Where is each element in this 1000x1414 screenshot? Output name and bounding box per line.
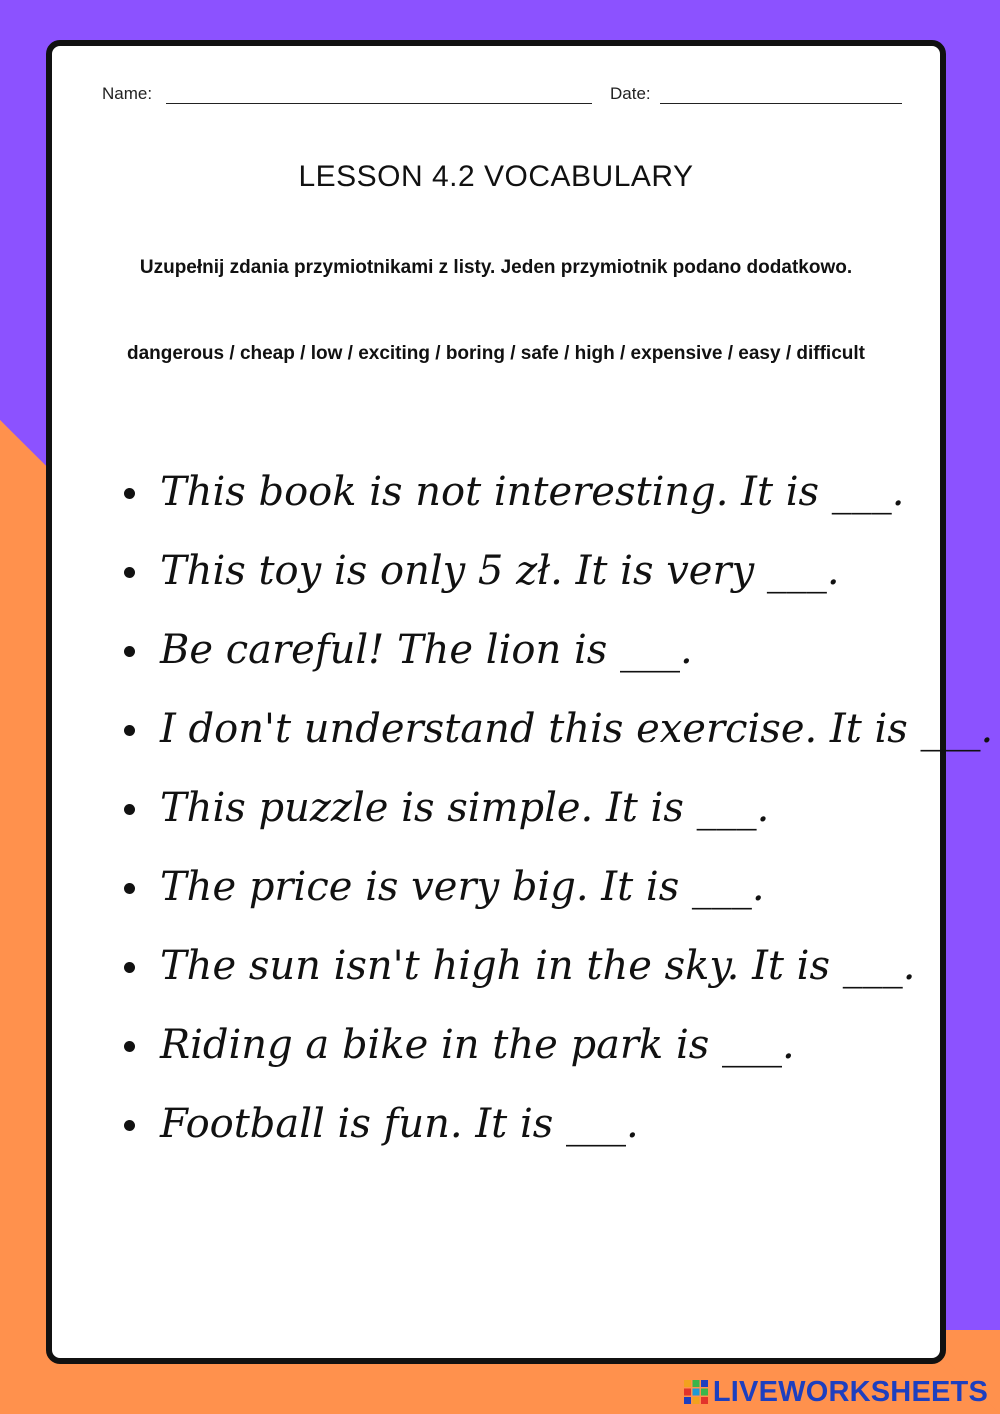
bullet-icon: [124, 567, 135, 578]
name-field[interactable]: [166, 103, 592, 104]
bullet-icon: [124, 646, 135, 657]
sentence-text: This toy is only 5 zł. It is very ___.: [160, 548, 840, 594]
sentence-item: [112, 1006, 932, 1085]
sentence-text: This book is not interesting. It is ___.: [160, 469, 905, 515]
bullet-icon: [124, 962, 135, 973]
sentence-item: [112, 927, 932, 1006]
sentence-item: [112, 769, 932, 848]
word-list: dangerous / cheap / low / exciting / boring / safe / high / expensive / easy / difficult: [126, 343, 865, 364]
sentence-text: I don't understand this exercise. It is ___.: [160, 706, 994, 752]
bullet-icon: [124, 804, 135, 815]
date-label: Date:: [610, 84, 651, 103]
sentence-item: [112, 611, 932, 690]
sentence-text: Football is fun. It is ___.: [160, 1101, 639, 1147]
sentence-item: [112, 1085, 932, 1164]
sentence-text: Be careful! The lion is ___.: [160, 627, 693, 673]
sentence-item: [112, 532, 932, 611]
brand-name: LIVEWORKSHEETS: [712, 1375, 988, 1408]
name-label: Name:: [102, 84, 153, 103]
instruction-text: Uzupełnij zdania przymiotnikami z listy. Jeden przymiotnik podano dodatkowo.: [139, 257, 853, 278]
sentence-item: [112, 848, 932, 927]
sentence-item: [112, 453, 932, 532]
sentence-text: Riding a bike in the park is ___.: [160, 1022, 795, 1068]
sentence-text: This puzzle is simple. It is ___.: [160, 785, 770, 831]
sentence-item: [112, 690, 994, 769]
liveworksheets-brand[interactable]: [683, 1376, 988, 1408]
bullet-icon: [124, 1041, 135, 1052]
bullet-icon: [124, 725, 135, 736]
name-date-row: [102, 84, 902, 108]
date-field[interactable]: [660, 103, 902, 104]
sentence-text: The sun isn't high in the sky. It is ___.: [160, 943, 916, 989]
worksheet-page: [46, 40, 994, 1364]
lesson-title: LESSON 4.2 VOCABULARY: [298, 160, 694, 193]
sentence-list: [112, 453, 994, 1164]
bullet-icon: [124, 1120, 135, 1131]
sentence-text: The price is very big. It is ___.: [160, 864, 765, 910]
bullet-icon: [124, 488, 135, 499]
bullet-icon: [124, 883, 135, 894]
liveworksheets-logo-icon: [683, 1379, 709, 1405]
